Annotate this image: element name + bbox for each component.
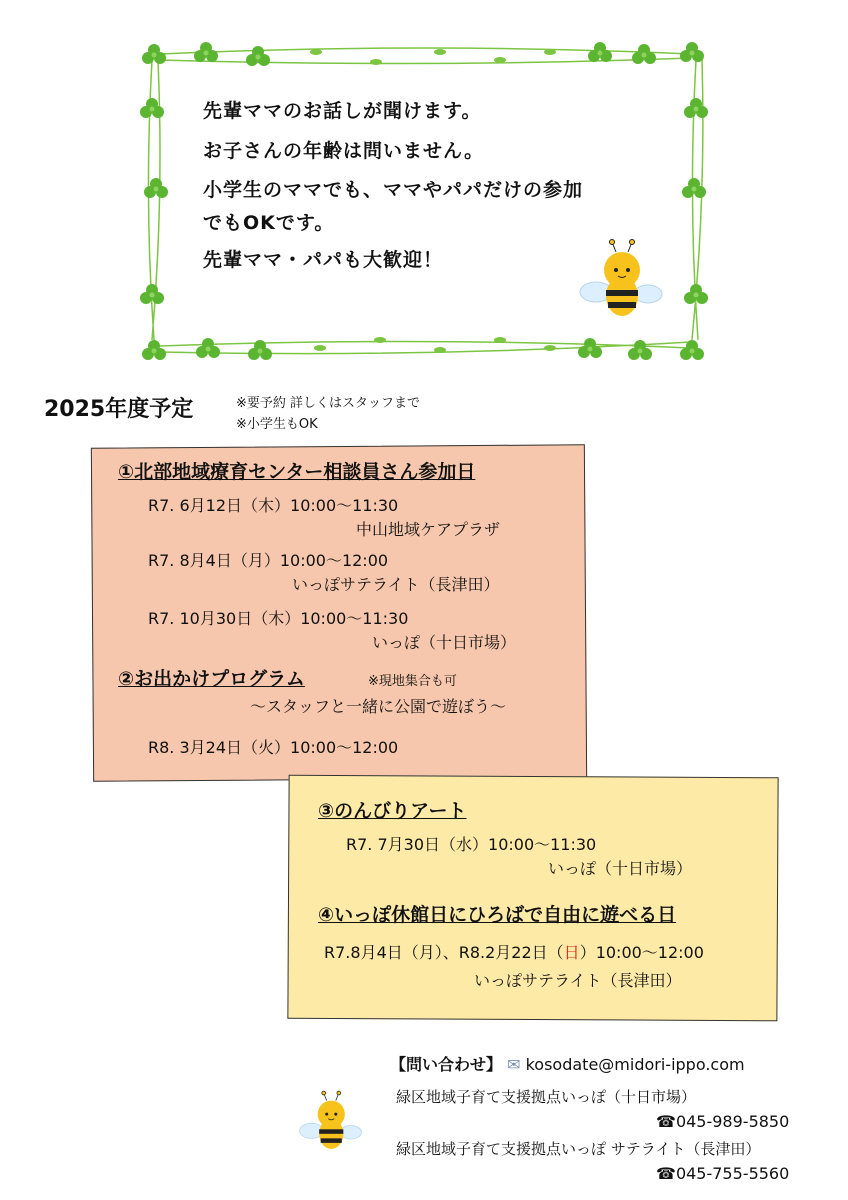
section4-date [324,940,704,963]
section3-date: R7. 7月30日（水）10:00〜11:30 [346,835,597,854]
section1-event3-date: R7. 10月30日（木）10:00〜11:30 [148,609,409,628]
section1-event1-date: R7. 6月12日（木）10:00〜11:30 [148,496,399,515]
contact-org1: 緑区地域子育て支援拠点いっぽ（十日市場） [396,1088,697,1106]
intro-line-5: 先輩ママ・パパも大歓迎！ [203,249,444,271]
schedule-note-elementary: ※小学生もOK [236,417,318,432]
intro-line-2: お子さんの年齢は問いません。 [203,140,485,162]
section3-title: ③のんびりアート [318,800,467,822]
section1-title: ①北部地域療育センター相談員さん参加日 [118,461,476,483]
contact-tel1[interactable]: 045-989-5850 [675,1112,790,1131]
section4-sunday-mark: 日 [563,943,580,962]
bee-icon [578,238,668,328]
phone-icon: ☎ [656,1112,676,1131]
section4-date-part2: ）10:00〜12:00 [579,943,704,962]
section1-event2-date: R7. 8月4日（月）10:00〜12:00 [148,551,389,570]
contact-tel2-row [656,1164,789,1183]
section1-event2-place: いっぽサテライト（長津田） [292,575,500,594]
contact-line [390,1052,745,1075]
mail-icon: ✉ [507,1055,521,1074]
phone-icon: ☎ [656,1164,676,1183]
bee-icon-small [298,1090,366,1158]
schedule-note-reservation: ※要予約 詳しくはスタッフまで [236,396,421,411]
contact-email[interactable]: kosodate@midori-ippo.com [525,1055,745,1074]
section2-title: ②お出かけプログラム [118,668,305,690]
schedule-title: 2025年度予定 [44,397,194,422]
intro-line-1: 先輩ママのお話しが聞けます。 [203,100,482,122]
contact-tel2[interactable]: 045-755-5560 [675,1164,790,1183]
section2-subtitle: 〜スタッフと一緒に公園で遊ぼう〜 [250,697,507,716]
intro-line-3: 小学生のママでも、ママやパパだけの参加 [203,179,584,201]
section4-place: いっぽサテライト（長津田） [474,971,682,990]
section1-event1-place: 中山地域ケアプラザ [356,520,501,539]
contact-label: 【問い合わせ】 [390,1055,503,1074]
section1-event3-place: いっぽ（十日市場） [372,633,517,652]
section2-note: ※現地集合も可 [368,674,457,689]
contact-tel1-row [656,1112,789,1131]
intro-line-4: でもOKです。 [203,212,335,234]
section2-date: R8. 3月24日（火）10:00〜12:00 [148,738,399,757]
contact-org2: 緑区地域子育て支援拠点いっぽ サテライト（長津田） [396,1140,761,1158]
section3-place: いっぽ（十日市場） [548,859,693,878]
section4-date-part1: R7.8月4日（月）、R8.2月22日（ [324,943,564,962]
section4-title: ④いっぽ休館日にひろばで自由に遊べる日 [318,904,677,926]
